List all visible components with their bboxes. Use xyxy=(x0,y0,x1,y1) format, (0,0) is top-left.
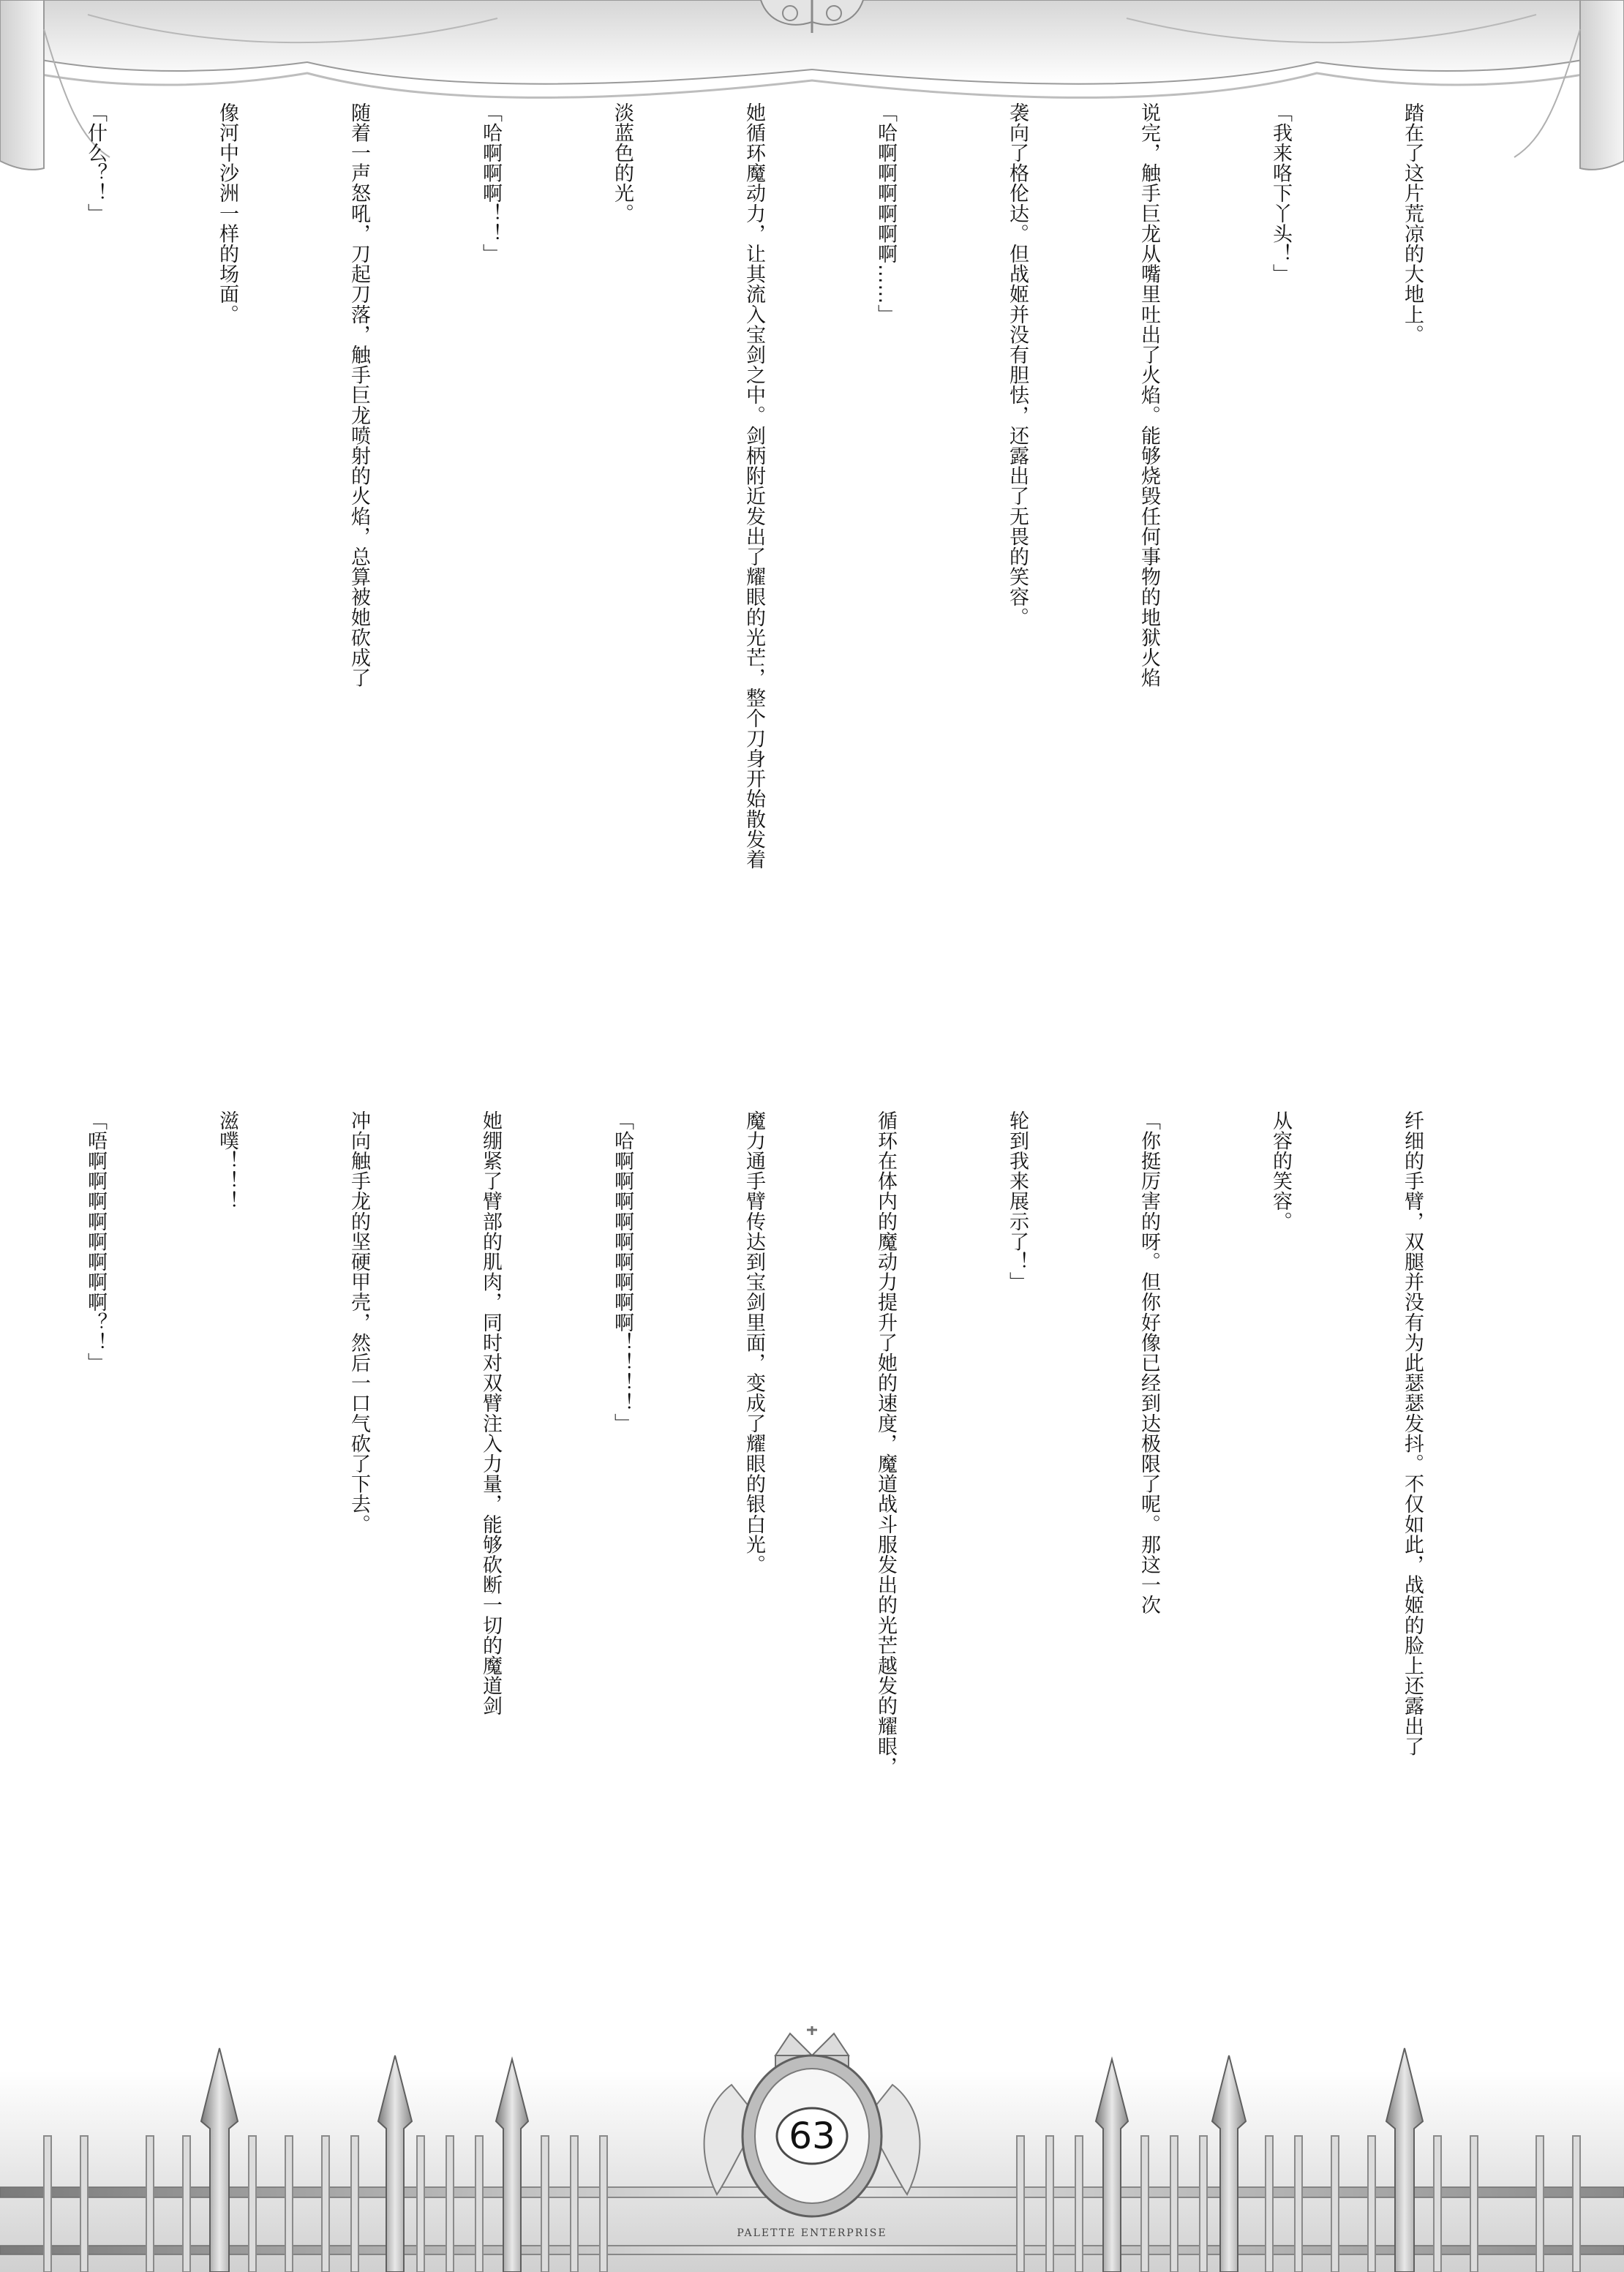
text-column: 袭向了格伦达。但战姬并没有胆怯，还露出了无畏的笑容。 xyxy=(1006,102,1029,628)
upper-text-block xyxy=(0,102,1522,1017)
text-column: 「唔啊啊啊啊啊啊啊啊？！」 xyxy=(84,1110,107,1373)
text-column: 滋噗！！！ xyxy=(216,1110,238,1211)
text-column: 她循环魔动力，让其流入宝剑之中。剑柄附近发出了耀眼的光芒，整个刀身开始散发着 xyxy=(743,102,765,870)
page-number: 63 xyxy=(789,2115,835,2157)
text-column: 随着一声怒吼，刀起刀落，触手巨龙喷射的火焰，总算被她砍成了 xyxy=(347,102,370,688)
text-column: 从容的笑容。 xyxy=(1269,1110,1292,1232)
text-column: 冲向触手龙的坚硬甲壳，然后一口气砍了下去。 xyxy=(347,1110,370,1535)
text-column: 轮到我来展示了！」 xyxy=(1006,1110,1029,1293)
text-column: 像河中沙洲一样的场面。 xyxy=(216,102,238,325)
text-column: 纤细的手臂，双腿并没有为此瑟瑟发抖。不仅如此，战姬的脸上还露出了 xyxy=(1401,1110,1424,1757)
lower-text-block xyxy=(0,1110,1522,2003)
text-column: 「你挺厉害的呀。但你好像已经到达极限了呢。那这一次 xyxy=(1138,1110,1160,1615)
text-column: 说完，触手巨龙从嘴里吐出了火焰。能够烧毁任何事物的地狱火焰 xyxy=(1138,102,1160,688)
text-column: 「什么？！」 xyxy=(84,102,107,224)
text-column: 踏在了这片荒凉的大地上。 xyxy=(1401,102,1424,345)
text-column: 魔力通手臂传达到宝剑里面，变成了耀眼的银白光。 xyxy=(743,1110,765,1575)
text-column: 她绷紧了臂部的肌肉，同时对双臂注入力量，能够砍断一切的魔道剑 xyxy=(479,1110,502,1716)
text-column: 循环在体内的魔动力提升了她的速度，魔道战斗服发出的光芒越发的耀眼， xyxy=(874,1110,897,1777)
text-column: 「哈啊啊啊啊啊啊啊啊啊！！！！」 xyxy=(611,1110,634,1434)
publisher-mark: PALETTE ENTERPRISE xyxy=(737,2227,887,2239)
text-column: 「哈啊啊啊啊啊啊……」 xyxy=(874,102,897,325)
text-column: 淡蓝色的光。 xyxy=(611,102,634,224)
text-column: 「哈啊啊啊！！」 xyxy=(479,102,502,264)
text-column: 「我来咯下丫头！」 xyxy=(1269,102,1292,285)
